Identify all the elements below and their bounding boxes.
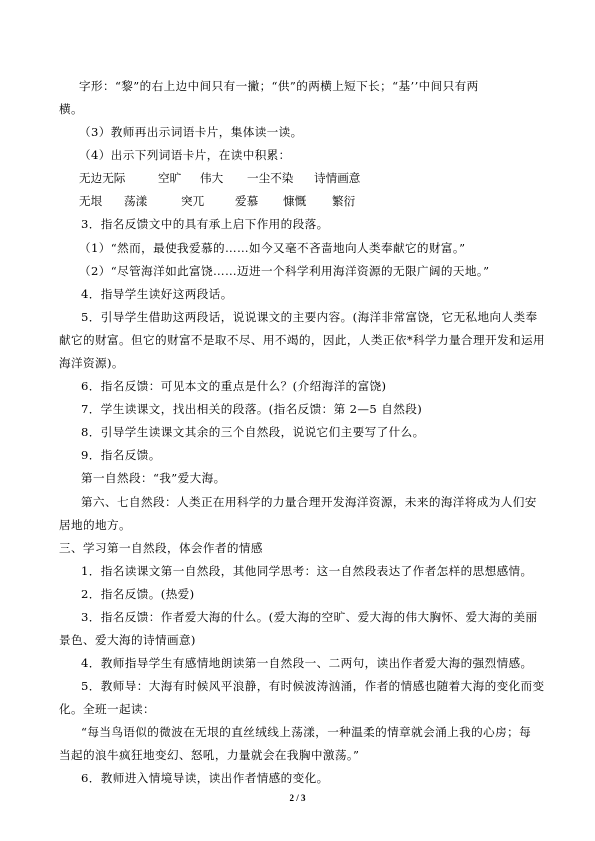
paragraph-line: 字形：“黎”的右上边中间只有一撇；“供”的两横上短下长；“基’’中间只有两 — [79, 79, 479, 93]
paragraph-line: 化。全班一起读： — [59, 702, 155, 716]
paragraph-line: 3．指名反馈文中的具有承上启下作用的段落。 — [81, 217, 329, 231]
paragraph-line: （2）“尽管海洋如此富饶……迈进一个科学利用海洋资源的无限广阔的天地。” — [79, 264, 490, 278]
vocab-term: 空旷 — [158, 171, 182, 185]
paragraph-line: 7．学生读课文，找出相关的段落。(指名反馈：第 2—5 自然段) — [81, 402, 423, 416]
vocab-term: 无垠 — [79, 194, 103, 208]
paragraph-line: 第一自然段：“我”爱大海。 — [81, 471, 226, 485]
paragraph-line: 1．指名读课文第一自然段，其他同学思考：这一自然段表达了作者怎样的思想感情。 — [81, 564, 533, 578]
paragraph-line: 5．教师导：大海有时候风平浪静，有时候波涛汹涌，作者的情感也随着大海的变化而变 — [81, 679, 545, 693]
paragraph-line: （3）教师再出示词语卡片，集体读一读。 — [79, 125, 303, 139]
paragraph-line: 横。 — [59, 102, 83, 116]
paragraph-line: 2．指名反馈。(热爱) — [81, 587, 195, 601]
paragraph-line: 献它的财富。但它的财富不是取不尽、用不竭的，因此，人类正依*科学力量合理开发和运用 — [59, 333, 545, 347]
paragraph-line: 景色、爱大海的诗情画意) — [59, 633, 196, 647]
vocab-term: 一尘不染 — [247, 171, 294, 185]
paragraph-line: 4．指导学生读好这两段话。 — [81, 287, 233, 301]
paragraph-line: （1）“然而，最使我爱慕的……如今又毫不吝啬地向人类奉献它的财富。” — [79, 241, 466, 255]
quote-line: “每当鸟语似的微波在无垠的直丝绒线上荡漾，一种温柔的情章就会涌上我的心房；每 — [81, 725, 532, 739]
vocab-term: 伟大 — [200, 171, 224, 185]
page-number: 2 / 3 — [289, 793, 306, 803]
paragraph-line: 4．教师指导学生有感情地朗读第一自然段一、二两句，读出作者爱大海的强烈情感。 — [81, 656, 533, 670]
paragraph-line: 5．引导学生借助这两段话，说说课文的主要内容。(海洋非常富饶，它无私地向人类奉 — [81, 310, 538, 324]
paragraph-line: （4）出示下列词语卡片，在读中积累： — [79, 148, 291, 162]
paragraph-line: 6．指名反馈：可见本文的重点是什么？(介绍海洋的富饶) — [81, 379, 387, 393]
paragraph-line: 海洋资源)。 — [59, 356, 124, 370]
vocab-term: 诗情画意 — [314, 171, 361, 185]
paragraph-line: 8．引导学生读课文其余的三个自然段，说说它们主要写了什么。 — [81, 425, 425, 439]
section-heading: 三、学习第一自然段，体会作者的情感 — [59, 541, 263, 555]
vocab-term: 繁衍 — [332, 194, 356, 208]
vocab-term: 荡漾 — [124, 194, 148, 208]
paragraph-line: 第六、七自然段：人类正在用科学的力量合理开发海洋资源，未来的海洋将成为人们安 — [81, 495, 537, 509]
vocab-term: 爱慕 — [235, 194, 259, 208]
quote-line: 当起的浪牛疯狂地变幻、怒吼，力量就会在我胸中激荡。” — [59, 748, 360, 762]
paragraph-line: 3．指名反馈：作者爱大海的什么。(爱大海的空旷、爱大海的伟大胸怀、爱大海的美丽 — [81, 610, 538, 624]
vocab-term: 慷慨 — [283, 194, 307, 208]
paragraph-line: 6．教师进入情境导读，读出作者情感的变化。 — [81, 771, 329, 785]
vocab-term: 突兀 — [181, 194, 205, 208]
paragraph-line: 9．指名反馈。 — [81, 448, 161, 462]
paragraph-line: 居地的地方。 — [59, 518, 131, 532]
vocab-term: 无边无际 — [79, 171, 126, 185]
